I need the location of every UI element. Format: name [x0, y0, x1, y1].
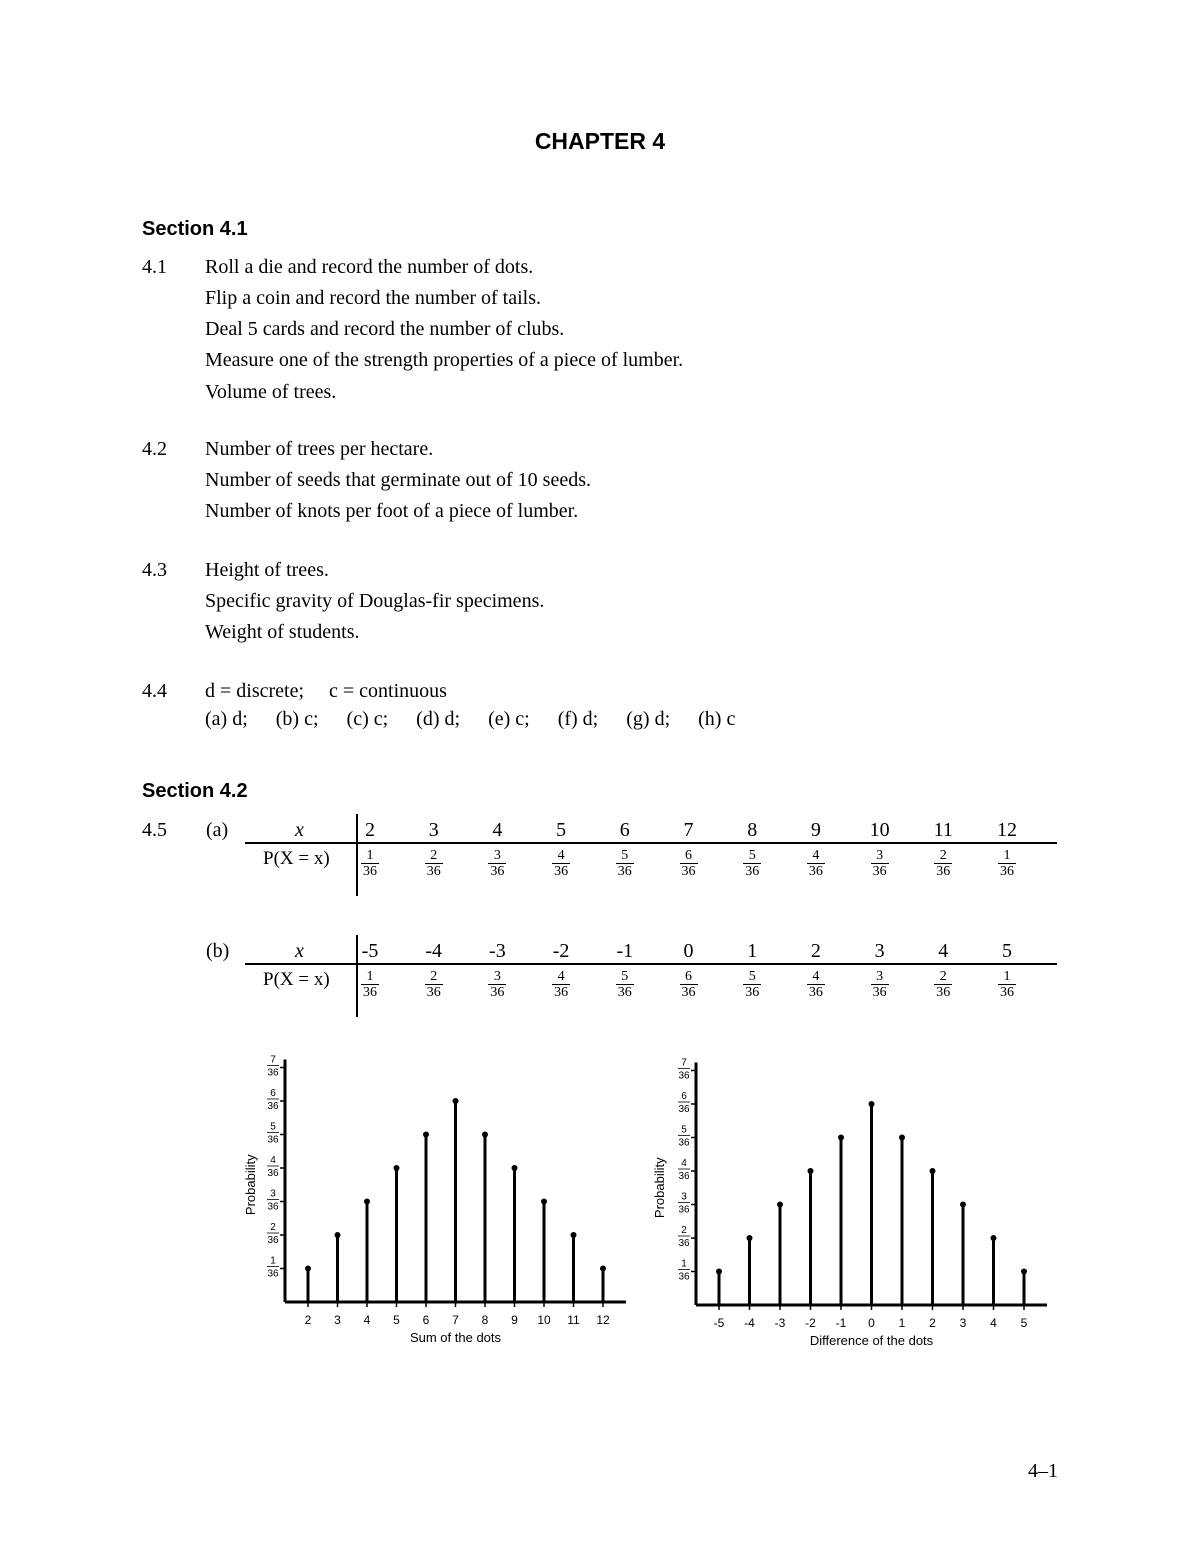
fraction-numerator: 6: [685, 848, 692, 863]
x-tick-label: 8: [481, 1313, 489, 1327]
table-b-x-value: 2: [810, 940, 821, 962]
fraction-denominator: 36: [936, 864, 951, 879]
y-axis-label: Probability: [652, 1157, 667, 1219]
y-tick-numerator: 1: [270, 1255, 276, 1267]
table-a-x-value: 10: [869, 819, 890, 841]
table-b-x-value: 4: [938, 940, 949, 962]
table-a-probability: [796, 848, 836, 879]
x-tick-label: 3: [334, 1313, 341, 1327]
stem-point: [541, 1199, 547, 1205]
problem-4-1-line: Flip a coin and record the number of tails.: [205, 287, 542, 309]
table-b-probability: [669, 969, 709, 1000]
problem-4-2-number: 4.2: [142, 438, 167, 460]
fraction-denominator: 36: [872, 864, 887, 879]
problem-4-2-line: Number of knots per foot of a piece of lumber.: [205, 500, 579, 522]
fraction-numerator: 1: [366, 848, 374, 863]
table-b-probability: [732, 969, 772, 1000]
problem-4-3-line: Weight of students.: [205, 621, 360, 643]
y-tick-numerator: 7: [270, 1054, 276, 1066]
stem-point: [571, 1232, 577, 1238]
table-a-x-value: 12: [997, 819, 1017, 841]
table-a-probability: [732, 848, 772, 879]
x-tick-label: -2: [805, 1316, 816, 1330]
fraction-denominator: 36: [426, 864, 441, 879]
fraction-numerator: 3: [876, 848, 884, 863]
fraction-numerator: 4: [812, 969, 820, 984]
table-b-probability: [477, 969, 517, 1000]
y-tick-numerator: 2: [681, 1225, 687, 1236]
table-b-x-value: -2: [552, 940, 570, 962]
section-4-1-title: Section 4.1: [142, 218, 248, 240]
y-tick-denominator: 36: [267, 1168, 279, 1179]
table-b-label: (b): [206, 940, 230, 962]
problem-4-3-line: Specific gravity of Douglas-fir specimens.: [205, 590, 545, 612]
table-b-x-value: -3: [489, 940, 506, 962]
table-b-x-value: -5: [361, 940, 379, 962]
table-b-probability: [860, 969, 900, 1000]
stem-point: [423, 1132, 429, 1138]
table-b-probability: [541, 969, 581, 1000]
table-a-probability: [860, 848, 900, 879]
table-a-probability: [987, 848, 1027, 879]
y-tick-denominator: 36: [267, 1235, 279, 1246]
problem-4-1-line: Roll a die and record the number of dots.: [205, 256, 534, 278]
x-tick-label: 12: [596, 1313, 610, 1327]
table-b-probability: [796, 969, 836, 1000]
table-b-x-value: 0: [683, 940, 694, 962]
y-tick-denominator: 36: [267, 1134, 279, 1146]
stem-point: [1021, 1269, 1027, 1275]
stem-point: [482, 1132, 488, 1138]
x-tick-label: 5: [393, 1313, 400, 1327]
problem-4-1-line: Volume of trees.: [205, 381, 337, 403]
x-tick-label: 4: [990, 1316, 997, 1330]
fraction-numerator: 4: [557, 848, 565, 863]
table-b-x-value: -4: [425, 940, 443, 962]
x-tick-label: 2: [304, 1313, 312, 1327]
stem-point: [512, 1165, 518, 1171]
fraction-numerator: 5: [748, 969, 756, 984]
stem-point: [777, 1202, 783, 1208]
x-axis-label: Sum of the dots: [409, 1330, 502, 1345]
answer-b: (b) c;: [275, 708, 319, 730]
difference-of-dots-chart: [640, 1035, 1060, 1365]
x-tick-label: -1: [835, 1316, 847, 1330]
table-a-probability: [541, 848, 581, 879]
table-a-probability: [477, 848, 517, 879]
table-b-probability: [923, 969, 963, 1000]
answer-f: (f) d;: [557, 708, 599, 730]
x-tick-label: 3: [959, 1316, 967, 1330]
section-4-2-title: Section 4.2: [142, 780, 248, 802]
fraction-denominator: 36: [617, 864, 632, 879]
y-tick-denominator: 36: [267, 1268, 279, 1280]
table-a: [245, 814, 1057, 896]
x-tick-label: 4: [363, 1313, 371, 1327]
fraction-denominator: 36: [872, 985, 887, 1000]
table-a-x-value: 11: [933, 819, 953, 841]
x-tick-label: -4: [744, 1316, 755, 1330]
fraction-denominator: 36: [745, 985, 760, 1000]
table-a-probability: [605, 848, 645, 879]
table-a-probability: [923, 848, 963, 879]
table-a-rule: [245, 842, 1057, 844]
table-a-x-value: 3: [428, 819, 439, 841]
table-a-probability: [350, 848, 390, 879]
fraction-numerator: 6: [685, 969, 692, 984]
fraction-denominator: 36: [1000, 985, 1014, 1000]
fraction-numerator: 5: [621, 969, 629, 984]
fraction-denominator: 36: [490, 985, 505, 1000]
table-b-x-value: 1: [747, 940, 758, 962]
y-tick-denominator: 36: [678, 1171, 690, 1182]
fraction-numerator: 2: [430, 848, 438, 863]
fraction-numerator: 3: [876, 969, 884, 984]
fraction-denominator: 36: [745, 864, 760, 879]
table-b-p-header: P(X = x): [263, 969, 330, 990]
stem-point: [335, 1232, 341, 1238]
stem-point: [600, 1266, 606, 1272]
fraction-denominator: 36: [1000, 864, 1014, 879]
y-tick-numerator: 6: [270, 1088, 276, 1099]
table-b-probability: [605, 969, 645, 1000]
x-tick-label: 5: [1020, 1316, 1028, 1330]
x-tick-label: -5: [713, 1316, 725, 1330]
problem-4-2-line: Number of seeds that germinate out of 10 seeds.: [205, 469, 592, 491]
fraction-denominator: 36: [554, 985, 569, 1000]
fraction-denominator: 36: [363, 985, 377, 1000]
y-tick-denominator: 36: [678, 1137, 690, 1149]
x-tick-label: 1: [898, 1316, 906, 1330]
fraction-denominator: 36: [426, 985, 441, 1000]
fraction-denominator: 36: [363, 864, 377, 879]
table-b-x-value: -1: [616, 940, 634, 962]
table-a-p-header: P(X = x): [263, 848, 330, 869]
y-tick-numerator: 5: [681, 1124, 687, 1136]
answer-c: (c) c;: [346, 708, 389, 730]
y-tick-numerator: 3: [681, 1191, 687, 1203]
problem-4-1-line: Deal 5 cards and record the number of clubs.: [205, 318, 565, 340]
problem-4-5-number: 4.5: [142, 819, 167, 841]
table-a-x-value: 8: [747, 819, 758, 841]
table-b-x-header: x: [295, 940, 304, 962]
stem-point: [808, 1168, 814, 1174]
table-a-x-value: 2: [365, 819, 375, 841]
stem-point: [838, 1135, 844, 1141]
answer-h: (h) c: [698, 708, 736, 730]
table-a-x-value: 9: [810, 819, 821, 841]
x-tick-label: 11: [567, 1313, 580, 1327]
x-tick-label: 0: [868, 1316, 875, 1330]
table-a-probability: [669, 848, 709, 879]
table-b-x-value: 5: [1002, 940, 1012, 962]
answer-g: (g) d;: [626, 708, 671, 730]
stem-point: [869, 1101, 875, 1107]
problem-4-4-legend: d = discrete; c = continuous: [205, 680, 447, 702]
problem-4-1-number: 4.1: [142, 256, 167, 278]
x-tick-label: 9: [511, 1313, 518, 1327]
fraction-numerator: 1: [1003, 969, 1011, 984]
y-tick-numerator: 5: [270, 1121, 276, 1133]
table-b-x-value: 3: [874, 940, 885, 962]
stem-point: [394, 1165, 400, 1171]
y-tick-numerator: 7: [681, 1057, 687, 1069]
y-tick-numerator: 4: [681, 1158, 687, 1169]
table-a-x-value: 5: [556, 819, 567, 841]
table-a-x-value: 4: [492, 819, 503, 841]
answer-d: (d) d;: [416, 708, 461, 730]
fraction-denominator: 36: [490, 864, 505, 879]
stem-point: [991, 1235, 997, 1241]
fraction-numerator: 2: [430, 969, 438, 984]
page-number: 4–1: [1028, 1460, 1058, 1482]
x-tick-label: 2: [929, 1316, 936, 1330]
fraction-numerator: 4: [557, 969, 565, 984]
y-tick-denominator: 36: [678, 1271, 690, 1283]
y-tick-numerator: 4: [270, 1155, 276, 1166]
fraction-numerator: 3: [493, 969, 501, 984]
y-tick-denominator: 36: [678, 1238, 690, 1249]
y-tick-denominator: 36: [678, 1104, 690, 1115]
fraction-denominator: 36: [808, 864, 823, 879]
x-tick-label: 7: [452, 1313, 459, 1327]
fraction-numerator: 5: [621, 848, 629, 863]
table-b-rule: [245, 963, 1057, 965]
y-tick-numerator: 6: [681, 1091, 687, 1102]
sum-of-dots-chart: [230, 1035, 640, 1365]
table-a-probability: [414, 848, 454, 879]
fraction-denominator: 36: [617, 985, 632, 1000]
stem-point: [305, 1266, 311, 1272]
problem-4-3-line: Height of trees.: [205, 559, 329, 581]
x-axis-label: Difference of the dots: [809, 1333, 934, 1348]
problem-4-3-number: 4.3: [142, 559, 167, 581]
problem-4-2-line: Number of trees per hectare.: [205, 438, 434, 460]
table-a-x-value: 7: [683, 819, 694, 841]
table-a-x-value: 6: [619, 819, 630, 841]
table-a-label: (a): [206, 819, 229, 841]
table-a-x-header: x: [295, 819, 304, 841]
table-b-probability: [987, 969, 1027, 1000]
fraction-numerator: 3: [493, 848, 501, 863]
problem-4-4-answers: [205, 708, 763, 731]
fraction-denominator: 36: [936, 985, 951, 1000]
table-b-probability: [350, 969, 390, 1000]
y-tick-numerator: 1: [681, 1258, 687, 1270]
fraction-denominator: 36: [681, 985, 696, 1000]
y-tick-denominator: 36: [267, 1201, 279, 1213]
x-tick-label: 6: [422, 1313, 430, 1327]
y-tick-denominator: 36: [267, 1101, 279, 1112]
fraction-numerator: 5: [748, 848, 756, 863]
stem-point: [747, 1235, 753, 1241]
y-tick-denominator: 36: [678, 1204, 690, 1216]
stem-point: [716, 1269, 722, 1275]
fraction-numerator: 1: [366, 969, 374, 984]
fraction-numerator: 2: [939, 969, 947, 984]
y-tick-numerator: 2: [270, 1222, 276, 1233]
answer-e: (e) c;: [488, 708, 530, 730]
stem-point: [960, 1202, 966, 1208]
x-tick-label: -3: [774, 1316, 786, 1330]
stem-point: [899, 1135, 905, 1141]
fraction-denominator: 36: [681, 864, 696, 879]
y-tick-numerator: 3: [270, 1188, 276, 1200]
table-b-probability: [414, 969, 454, 1000]
table-b: [245, 935, 1057, 1017]
fraction-numerator: 1: [1003, 848, 1011, 863]
y-tick-denominator: 36: [267, 1067, 279, 1079]
problem-4-1-line: Measure one of the strength properties of a piece of lumber.: [205, 349, 684, 371]
fraction-denominator: 36: [554, 864, 569, 879]
stem-point: [364, 1199, 370, 1205]
fraction-denominator: 36: [808, 985, 823, 1000]
problem-4-4-number: 4.4: [142, 680, 167, 702]
x-tick-label: 10: [537, 1313, 551, 1327]
stem-point: [930, 1168, 936, 1174]
fraction-numerator: 2: [939, 848, 947, 863]
answer-a: (a) d;: [205, 708, 248, 730]
stem-point: [453, 1098, 459, 1104]
y-axis-label: Probability: [243, 1154, 258, 1216]
fraction-numerator: 4: [812, 848, 820, 863]
y-tick-denominator: 36: [678, 1070, 690, 1082]
chapter-title: CHAPTER 4: [534, 128, 666, 154]
